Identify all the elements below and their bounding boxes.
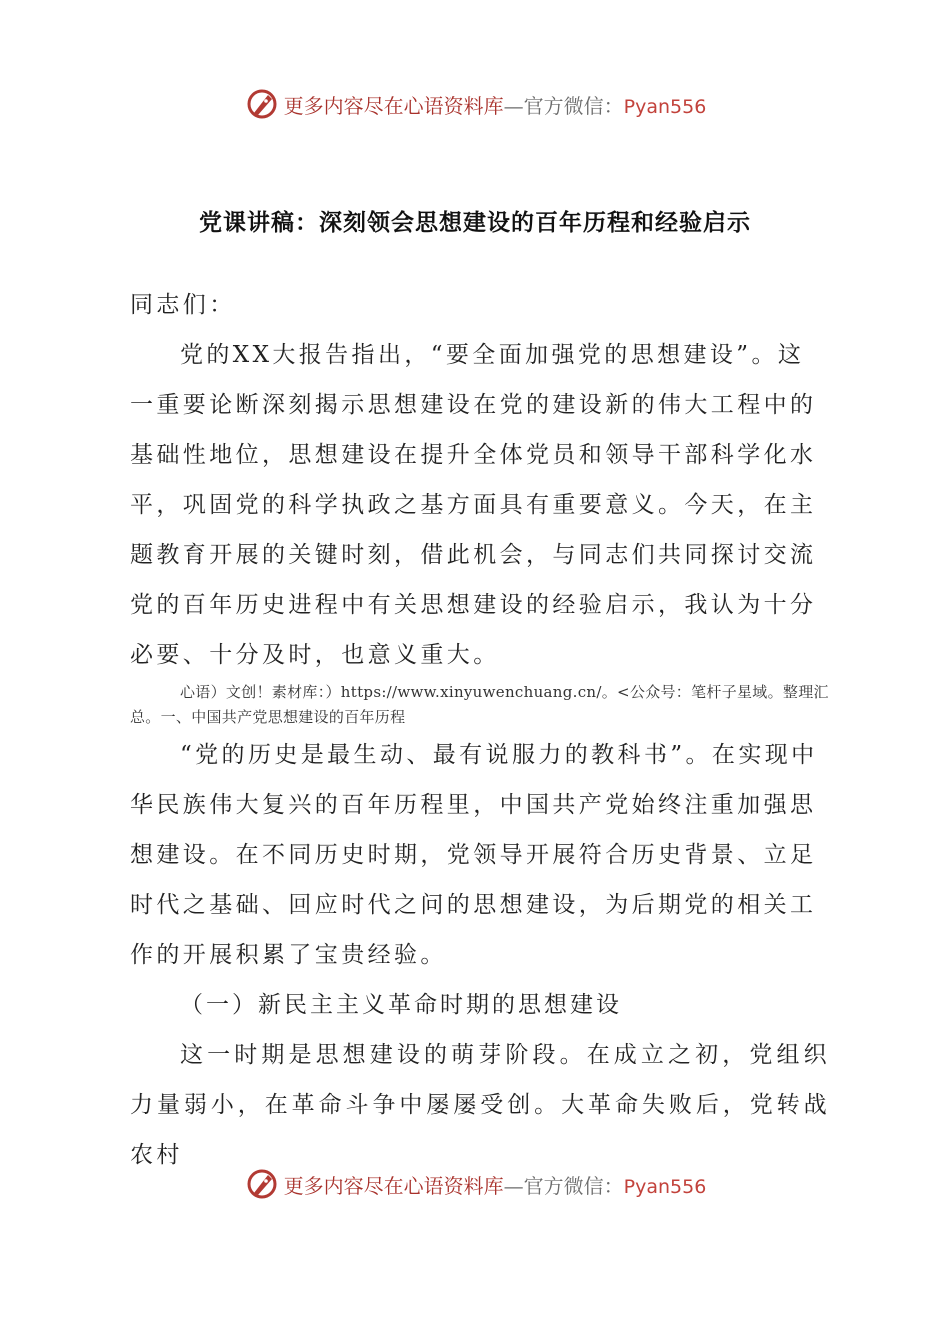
banner-dash: — — [503, 93, 524, 118]
banner-grey-text: 官方微信： — [523, 93, 624, 118]
header-banner — [0, 84, 950, 124]
paragraph-2: “党的历史是最生动、最有说服力的教科书”。在实现中华民族伟大复兴的百年历程里，中国共产党始终注重加强思想建设。在不同历史时期，党领导开展符合历史背景、立足时代之基础、回应时代之问的思想建设，为后期党的相关工作的开展积累了宝贵经验。 — [130, 742, 818, 968]
banner-wechat-id: Pyan556 — [623, 1175, 707, 1198]
banner-red-text: 更多内容尽在心语资料库 — [283, 93, 504, 118]
banner-wechat-id: Pyan556 — [623, 95, 707, 118]
pen-nib-logo-icon — [244, 86, 280, 122]
banner-red-text: 更多内容尽在心语资料库 — [283, 1173, 504, 1198]
banner-grey-text: 官方微信： — [523, 1173, 624, 1198]
paragraph-1: 党的XX大报告指出，“要全面加强党的思想建设”。这一重要论断深刻揭示思想建设在党的建设新的伟大工程中的基础性地位，思想建设在提升全体党员和领导干部科学化水平，巩固党的科学执政之基方面具有重要意义。今天，在主题教育开展的关键时刻，借此机会，与同志们共同探讨交流党的百年历史进程中有关思想建设的经验启示，我认为十分必要、十分及时，也意义重大。 — [130, 342, 817, 668]
section-heading-1: （一）新民主主义革命时期的思想建设 — [180, 992, 622, 1018]
document-title: 党课讲稿：深刻领会思想建设的百年历程和经验启示 — [199, 210, 751, 236]
document-body — [130, 280, 830, 1180]
footer-banner — [0, 1164, 950, 1204]
salutation: 同志们： — [130, 292, 236, 318]
paragraph-3: 这一时期是思想建设的萌芽阶段。在成立之初，党组织力量弱小，在革命斗争中屡屡受创。大革命失败后，党转战农村 — [130, 1042, 830, 1168]
banner-dash: — — [503, 1173, 524, 1198]
source-note: 心语）文创！素材库：）https://www.xinyuwenchuang.cn/。<公众号：笔杆子星域。整理汇总。一、中国共产党思想建设的百年历程 — [130, 683, 829, 726]
pen-nib-logo-icon — [244, 1166, 280, 1202]
